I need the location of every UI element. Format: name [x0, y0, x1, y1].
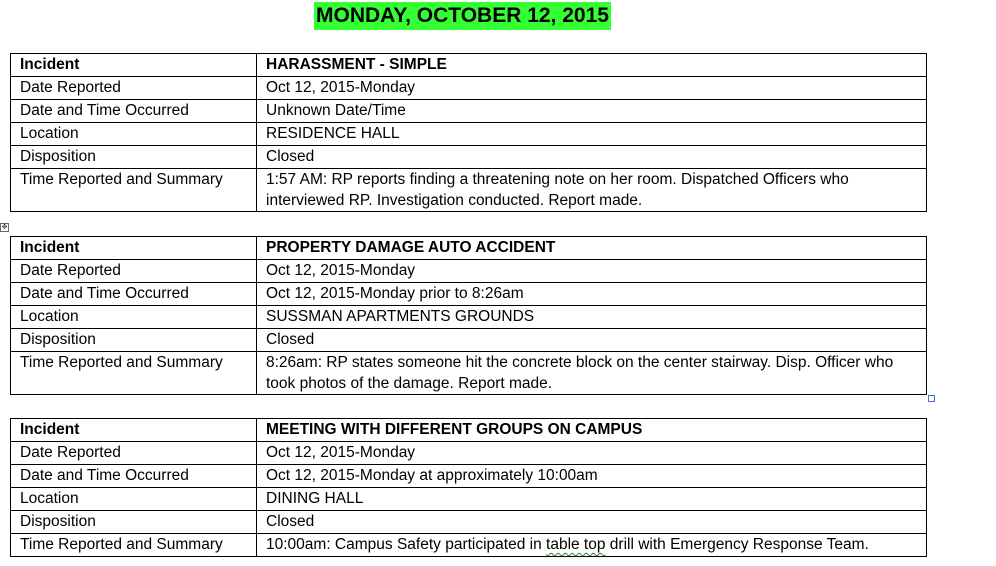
incident-table-1	[10, 53, 927, 212]
row-label: Time Reported and Summary	[11, 352, 257, 395]
table-row-date-reported	[11, 442, 927, 465]
table-resize-icon[interactable]	[928, 395, 935, 402]
row-label: Date and Time Occurred	[11, 283, 257, 306]
page-title: MONDAY, OCTOBER 12, 2015	[314, 2, 611, 30]
row-label: Time Reported and Summary	[11, 534, 257, 557]
row-label: Incident	[11, 237, 257, 260]
table-row-incident	[11, 237, 927, 260]
row-value: RESIDENCE HALL	[257, 123, 927, 146]
table-row-date-occurred	[11, 100, 927, 123]
row-label: Date Reported	[11, 77, 257, 100]
row-label: Time Reported and Summary	[11, 169, 257, 212]
row-label: Date Reported	[11, 442, 257, 465]
table-row-location	[11, 123, 927, 146]
table-row-summary	[11, 169, 927, 212]
table-row-location	[11, 488, 927, 511]
row-value: 1:57 AM: RP reports finding a threatening note on her room. Dispatched Officers who interviewed RP. Investigation conducted. Report made.	[257, 169, 927, 212]
table-row-summary	[11, 352, 927, 395]
row-value: Closed	[257, 146, 927, 169]
table-row-location	[11, 306, 927, 329]
table-move-icon[interactable]: ✥	[1, 224, 8, 231]
table-row-disposition	[11, 146, 927, 169]
row-value: Oct 12, 2015-Monday prior to 8:26am	[257, 283, 927, 306]
row-value: HARASSMENT - SIMPLE	[257, 54, 927, 77]
row-value: Closed	[257, 511, 927, 534]
row-value: Unknown Date/Time	[257, 100, 927, 123]
row-value: PROPERTY DAMAGE AUTO ACCIDENT	[257, 237, 927, 260]
incident-table-3	[10, 418, 927, 557]
row-label: Location	[11, 488, 257, 511]
row-label: Disposition	[11, 511, 257, 534]
row-value: DINING HALL	[257, 488, 927, 511]
row-label: Incident	[11, 54, 257, 77]
row-label: Location	[11, 123, 257, 146]
table-row-incident	[11, 419, 927, 442]
table-row-date-reported	[11, 77, 927, 100]
row-label: Location	[11, 306, 257, 329]
table-row-disposition	[11, 329, 927, 352]
row-value: MEETING WITH DIFFERENT GROUPS ON CAMPUS	[257, 419, 927, 442]
row-value: Oct 12, 2015-Monday	[257, 442, 927, 465]
row-label: Date Reported	[11, 260, 257, 283]
table-row-date-occurred	[11, 465, 927, 488]
table-row-incident	[11, 54, 927, 77]
row-label: Date and Time Occurred	[11, 465, 257, 488]
summary-text-after: drill with Emergency Response Team.	[605, 536, 869, 553]
row-value	[257, 534, 927, 557]
row-value: Oct 12, 2015-Monday	[257, 77, 927, 100]
row-label: Disposition	[11, 146, 257, 169]
row-label: Disposition	[11, 329, 257, 352]
row-value: Oct 12, 2015-Monday	[257, 260, 927, 283]
table-row-date-occurred	[11, 283, 927, 306]
row-value: SUSSMAN APARTMENTS GROUNDS	[257, 306, 927, 329]
table-row-disposition	[11, 511, 927, 534]
table-row-summary	[11, 534, 927, 557]
row-value: 8:26am: RP states someone hit the concrete block on the center stairway. Disp. Officer who took photos of the damage. Report made.	[257, 352, 927, 395]
row-value: Oct 12, 2015-Monday at approximately 10:00am	[257, 465, 927, 488]
table-row-date-reported	[11, 260, 927, 283]
row-value: Closed	[257, 329, 927, 352]
spellcheck-flagged-text[interactable]: table top	[546, 536, 606, 553]
row-label: Incident	[11, 419, 257, 442]
row-label: Date and Time Occurred	[11, 100, 257, 123]
incident-table-2	[10, 236, 927, 395]
summary-text-before: 10:00am: Campus Safety participated in	[266, 536, 547, 553]
